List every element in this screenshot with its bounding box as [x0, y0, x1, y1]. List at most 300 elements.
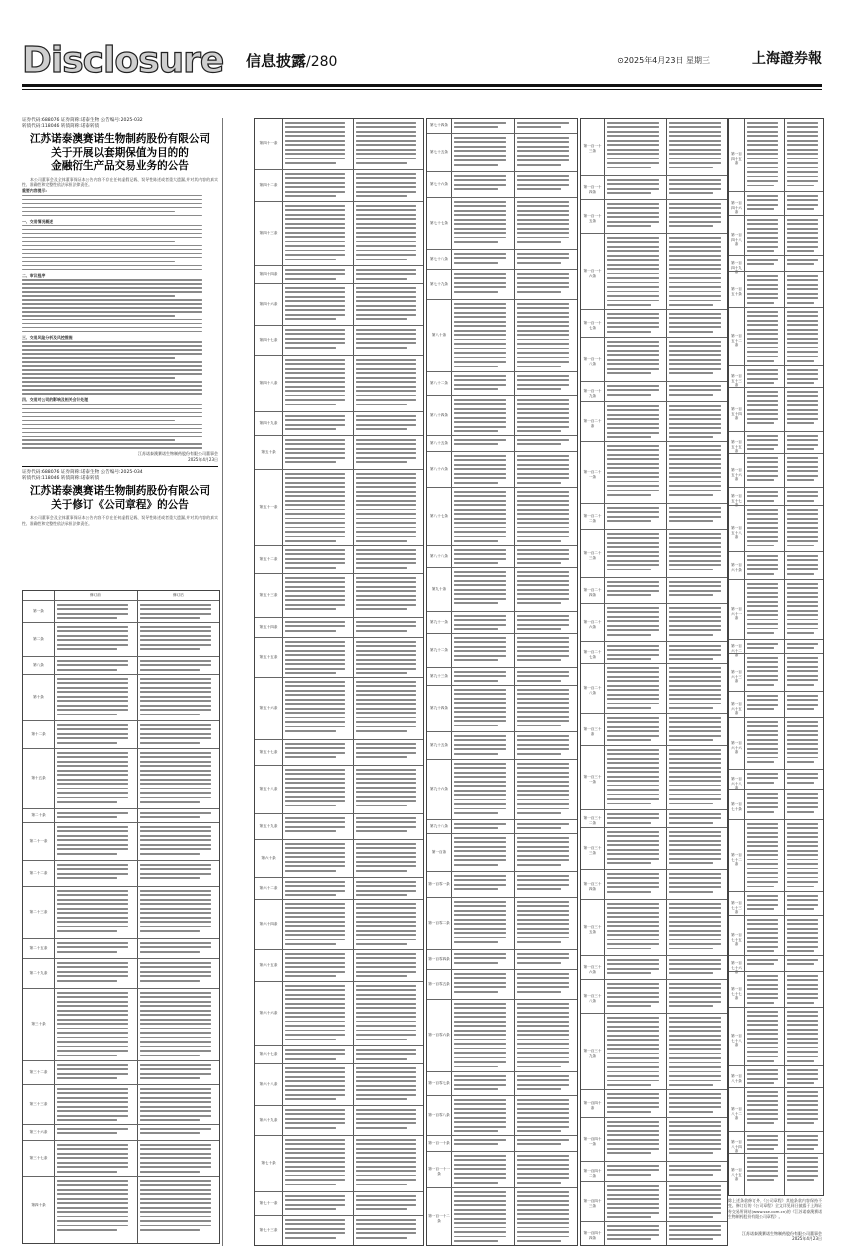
fine-print-line — [22, 233, 202, 234]
fine-print-line — [787, 391, 818, 393]
fine-print-line — [356, 477, 416, 479]
fine-print-line — [607, 511, 659, 513]
fine-print-line — [747, 1073, 778, 1075]
fine-print-line — [669, 1080, 721, 1082]
fine-print-line — [356, 769, 416, 771]
clause-after — [669, 341, 725, 381]
clause-after — [356, 1067, 421, 1105]
article-number: 第二十一条 — [29, 839, 48, 843]
fine-print-line — [454, 403, 506, 405]
clause-before — [285, 953, 350, 981]
fine-print-line — [285, 540, 336, 542]
fine-print-line — [517, 188, 561, 190]
fine-print-line — [285, 223, 345, 225]
fine-print-line — [787, 993, 818, 995]
amendment-table — [254, 118, 424, 1246]
fine-print-line — [669, 822, 713, 824]
fine-print-line — [747, 881, 778, 883]
fine-print-line — [669, 304, 713, 306]
fine-print-line — [285, 486, 345, 488]
fine-print-line — [517, 210, 569, 212]
fine-print-line — [285, 149, 345, 151]
article-number: 第五十五条 — [259, 655, 278, 659]
fine-print-line — [669, 891, 713, 893]
fine-print-line — [285, 439, 345, 441]
fine-print-line — [140, 691, 211, 693]
fine-print-line — [747, 360, 774, 362]
fine-print-line — [285, 342, 345, 344]
fine-print-line — [285, 907, 345, 909]
fine-print-line — [787, 333, 818, 335]
fine-print-line — [454, 977, 506, 979]
fine-print-line — [669, 730, 721, 732]
clause-before — [454, 763, 511, 819]
fine-print-line — [140, 678, 211, 680]
fine-print-line — [747, 223, 778, 225]
fine-print-line — [57, 835, 128, 837]
table-row — [729, 453, 823, 488]
fine-print-line — [356, 985, 416, 987]
fine-print-line — [285, 685, 345, 687]
fine-print-line — [140, 639, 211, 641]
fine-print-line — [285, 126, 345, 128]
fine-print-line — [669, 886, 721, 888]
fine-print-line — [517, 1182, 561, 1184]
table-row — [255, 877, 423, 900]
fine-print-line — [57, 930, 117, 932]
table-row — [255, 1191, 423, 1216]
table-row — [729, 551, 823, 580]
fine-print-line — [747, 208, 774, 210]
fine-print-line — [669, 771, 721, 773]
fine-print-line — [454, 303, 506, 305]
article-number: 第五十八条 — [259, 787, 278, 791]
fine-print-line — [57, 996, 128, 998]
clause-before — [747, 793, 781, 819]
fine-print-line — [517, 522, 569, 524]
fine-print-line — [356, 650, 416, 652]
newspaper-name: 上海證券報 — [752, 51, 822, 67]
article1-section-heading: 重要内容提示: — [22, 188, 47, 194]
fine-print-line — [669, 149, 721, 151]
fine-print-line — [140, 962, 211, 964]
fine-print-line — [285, 1223, 345, 1225]
fine-print-line — [356, 826, 416, 828]
fine-print-line — [787, 167, 818, 169]
clause-before — [607, 1017, 663, 1089]
fine-print-line — [22, 249, 202, 250]
fine-print-line — [607, 555, 659, 557]
fine-print-line — [517, 1075, 569, 1077]
fine-print-line — [285, 590, 345, 592]
fine-print-line — [454, 1191, 506, 1193]
table-row — [729, 505, 823, 552]
fine-print-line — [454, 491, 506, 493]
article-number: 第七十九条 — [430, 282, 448, 286]
fine-print-line — [607, 1001, 659, 1003]
fine-print-line — [140, 1225, 211, 1227]
fine-print-line — [140, 1001, 211, 1003]
fine-print-line — [57, 604, 128, 606]
fine-print-line — [285, 1098, 336, 1100]
clause-before — [57, 812, 134, 822]
fine-print-line — [517, 584, 569, 586]
fine-print-line — [140, 617, 200, 619]
fine-print-line — [140, 1028, 211, 1030]
fine-print-line — [356, 1195, 416, 1197]
fine-print-line — [517, 137, 569, 139]
fine-print-line — [356, 518, 416, 520]
fine-print-line — [517, 1222, 569, 1224]
fine-print-line — [22, 389, 202, 390]
fine-print-line — [140, 917, 211, 919]
clause-before — [747, 555, 781, 579]
fine-print-line — [747, 908, 774, 910]
clause-before — [454, 973, 511, 999]
fine-print-line — [140, 644, 211, 646]
fine-print-line — [517, 509, 569, 511]
fine-print-line — [140, 1180, 211, 1182]
fine-print-line — [140, 1088, 211, 1090]
clause-before — [285, 1139, 350, 1191]
fine-print-line — [356, 1007, 416, 1009]
fine-print-line — [669, 767, 721, 769]
clause-after — [517, 1155, 574, 1187]
fine-print-line — [787, 699, 818, 701]
fine-print-line — [607, 649, 659, 651]
fine-print-line — [285, 890, 345, 892]
table-row — [581, 1013, 727, 1090]
fine-print-line — [285, 791, 345, 793]
fine-print-line — [747, 863, 778, 865]
fine-print-line — [22, 207, 202, 208]
fine-print-line — [57, 971, 128, 973]
fine-print-line — [669, 481, 721, 483]
fine-print-line — [517, 823, 569, 825]
fine-print-line — [787, 1157, 818, 1159]
fine-print-line — [57, 1077, 117, 1079]
fine-print-line — [669, 594, 713, 596]
fine-print-line — [669, 476, 721, 478]
fine-print-line — [356, 214, 416, 216]
fine-print-line — [22, 365, 202, 366]
table-row — [729, 579, 823, 640]
fine-print-line — [669, 331, 713, 333]
fine-print-line — [747, 761, 774, 763]
fine-print-line — [356, 182, 416, 184]
fine-print-line — [747, 461, 778, 463]
article-number: 第一百三十四条 — [583, 882, 602, 891]
fine-print-line — [356, 1232, 416, 1234]
clause-after — [787, 1069, 821, 1087]
fine-print-line — [57, 1005, 128, 1007]
fine-print-line — [454, 430, 498, 432]
fine-print-line — [669, 551, 721, 553]
fine-print-line — [747, 841, 778, 843]
fine-print-line — [57, 756, 128, 758]
clause-after — [517, 1075, 574, 1095]
fine-print-line — [356, 577, 416, 579]
clause-after — [517, 491, 574, 545]
fine-print-line — [22, 345, 202, 346]
fine-print-line — [787, 144, 818, 146]
fine-print-line — [57, 1128, 128, 1130]
fine-print-line — [747, 333, 778, 335]
article-number: 第二十条 — [31, 813, 46, 817]
article-number: 第一百三十三条 — [583, 846, 602, 855]
fine-print-line — [140, 971, 211, 973]
fine-print-line — [517, 1030, 569, 1032]
table-row — [729, 691, 823, 718]
fine-print-line — [607, 131, 659, 133]
fine-print-line — [285, 390, 345, 392]
fine-print-line — [607, 840, 659, 842]
fine-print-line — [22, 195, 202, 196]
fine-print-line — [285, 309, 345, 311]
fine-print-line — [669, 590, 721, 592]
fine-print-line — [669, 1174, 713, 1176]
clause-after — [669, 1225, 725, 1245]
fine-print-line — [517, 841, 569, 843]
fine-print-line — [285, 457, 345, 459]
fine-print-line — [747, 670, 778, 672]
fine-print-line — [356, 1071, 416, 1073]
fine-print-line — [669, 122, 721, 124]
fine-print-line — [669, 216, 721, 218]
fine-print-line — [787, 311, 818, 313]
fine-print-line — [787, 475, 818, 477]
table-row — [427, 545, 577, 568]
fine-print-line — [747, 1113, 778, 1115]
fine-print-line — [454, 735, 506, 737]
fine-print-line — [669, 449, 721, 451]
fine-print-line — [140, 890, 211, 892]
fine-print-line — [669, 1001, 721, 1003]
fine-print-line — [454, 241, 498, 243]
fine-print-line — [517, 399, 569, 401]
fine-print-line — [607, 817, 659, 819]
fine-print-line — [607, 594, 651, 596]
article1-title: 江苏诺泰澳赛诺生物制药股份有限公司 关于开展以套期保值为目的的 金融衍生产品交易业务的公告 — [29, 133, 211, 172]
fine-print-line — [57, 873, 128, 875]
fine-print-line — [669, 1048, 721, 1050]
fine-print-line — [747, 904, 778, 906]
fine-print-line — [747, 422, 774, 424]
fine-print-line — [669, 685, 721, 687]
fine-print-line — [787, 979, 818, 981]
clause-after — [787, 657, 821, 691]
fine-print-line — [140, 608, 211, 610]
table-row — [255, 813, 423, 840]
fine-print-line — [747, 1166, 778, 1168]
fine-print-line — [669, 259, 721, 261]
fine-print-line — [747, 988, 778, 990]
article-number: 第六十六条 — [259, 1011, 278, 1015]
fine-print-line — [140, 1115, 211, 1117]
fine-print-line — [517, 725, 561, 727]
fine-print-line — [607, 1194, 659, 1196]
fine-print-line — [57, 1097, 128, 1099]
fine-print-line — [669, 432, 721, 434]
fine-print-line — [787, 1144, 818, 1146]
clause-after — [787, 643, 821, 653]
fine-print-line — [356, 703, 416, 705]
fine-print-line — [57, 962, 128, 964]
fine-print-line — [747, 1060, 774, 1062]
fine-print-line — [22, 203, 202, 204]
fine-print-line — [607, 389, 659, 391]
article-number: 第一百零七条 — [428, 1081, 450, 1085]
fine-print-line — [669, 225, 713, 227]
clause-after — [140, 942, 217, 958]
fine-print-line — [787, 1011, 818, 1013]
fine-print-line — [285, 796, 345, 798]
fine-print-line — [607, 140, 659, 142]
fine-print-line — [454, 379, 506, 381]
article-number: 第一百三十八条 — [583, 994, 602, 1003]
fine-print-line — [607, 654, 659, 656]
fine-print-line — [454, 650, 506, 652]
fine-print-line — [454, 468, 506, 470]
fine-print-line — [57, 1180, 128, 1182]
fine-print-line — [517, 602, 561, 604]
fine-print-line — [356, 805, 407, 807]
fine-print-line — [669, 1148, 721, 1150]
fine-print-line — [356, 368, 416, 370]
fine-print-line — [669, 934, 721, 936]
fine-print-line — [669, 1229, 721, 1231]
fine-print-line — [669, 389, 721, 391]
fine-print-line — [747, 228, 778, 230]
fine-print-line — [747, 338, 778, 340]
fine-print-line — [454, 598, 506, 600]
fine-print-line — [669, 533, 721, 535]
fine-print-line — [454, 982, 506, 984]
fine-print-line — [57, 1162, 128, 1164]
fine-print-line — [607, 634, 651, 636]
fine-print-line — [747, 140, 778, 142]
clause-before — [747, 773, 781, 789]
clause-before — [285, 843, 350, 877]
fine-print-line — [787, 448, 814, 450]
fine-print-line — [356, 1016, 416, 1018]
fine-print-line — [22, 404, 202, 405]
table-row — [581, 119, 727, 175]
clause-after — [356, 843, 421, 877]
table-row — [581, 979, 727, 1014]
fine-print-line — [517, 223, 569, 225]
fine-print-line — [356, 531, 416, 533]
fine-print-line — [356, 830, 407, 832]
fine-print-line — [787, 208, 814, 210]
fine-print-line — [787, 832, 818, 834]
fine-print-line — [517, 790, 569, 792]
article-number: 第四十条 — [31, 1203, 46, 1207]
table-row — [23, 938, 219, 959]
fine-print-line — [454, 859, 506, 861]
fine-print-line — [356, 1223, 416, 1225]
fine-print-line — [285, 1012, 345, 1014]
fine-print-line — [454, 1240, 498, 1242]
fine-print-line — [22, 412, 202, 413]
fine-print-line — [787, 899, 818, 901]
fine-print-line — [356, 861, 416, 863]
fine-print-line — [787, 509, 818, 511]
fine-print-line — [454, 277, 506, 279]
fine-print-line — [669, 1198, 721, 1200]
fine-print-line — [787, 1082, 814, 1084]
clause-after — [356, 681, 421, 739]
clause-after — [669, 533, 725, 577]
fine-print-line — [57, 1046, 128, 1048]
fine-print-line — [517, 1103, 569, 1105]
fine-print-line — [356, 540, 407, 542]
fine-print-line — [285, 925, 345, 927]
fine-print-line — [747, 185, 774, 187]
clause-after — [140, 1088, 217, 1124]
fine-print-line — [454, 785, 506, 787]
fine-print-line — [517, 982, 569, 984]
fine-print-line — [787, 288, 818, 290]
fine-print-line — [517, 464, 569, 466]
fine-print-line — [747, 284, 778, 286]
table-row — [729, 955, 823, 975]
clause-before — [607, 831, 663, 869]
fine-print-line — [454, 1126, 506, 1128]
table-row — [427, 119, 577, 133]
fine-print-line — [787, 378, 818, 380]
fine-print-line — [285, 1195, 345, 1197]
clause-after — [787, 583, 821, 639]
clause-before — [454, 837, 511, 871]
page-number: /280 — [306, 54, 338, 70]
fine-print-line — [747, 162, 778, 164]
fine-print-line — [607, 717, 659, 719]
fine-print-line — [669, 162, 721, 164]
fine-print-line — [747, 643, 778, 645]
fine-print-line — [607, 1152, 651, 1154]
table-row — [427, 1151, 577, 1188]
article-number: 第五十三条 — [259, 593, 278, 597]
table-row — [427, 269, 577, 300]
fine-print-line — [607, 1174, 651, 1176]
fine-print-line — [285, 250, 345, 252]
fine-print-line — [787, 568, 818, 570]
fine-print-line — [356, 419, 416, 421]
clause-after — [669, 667, 725, 713]
fine-print-line — [57, 664, 128, 666]
fine-print-line — [787, 592, 818, 594]
fine-print-line — [787, 647, 814, 649]
fine-print-line — [669, 658, 713, 660]
fine-print-line — [747, 1029, 778, 1031]
article-number: 第七十条 — [261, 1161, 276, 1165]
fine-print-line — [747, 997, 778, 999]
fine-print-line — [747, 628, 778, 630]
fine-print-line — [787, 797, 818, 799]
fine-print-line — [607, 1093, 659, 1095]
fine-print-line — [669, 246, 721, 248]
fine-print-line — [607, 616, 659, 618]
fine-print-line — [356, 962, 416, 964]
fine-print-line — [285, 743, 345, 745]
fine-print-line — [285, 452, 345, 454]
fine-print-line — [787, 1056, 818, 1058]
article-number: 第一百三十九条 — [583, 1049, 602, 1058]
fine-print-line — [747, 868, 778, 870]
article-number: 第十条 — [33, 695, 44, 699]
fine-print-line — [22, 323, 202, 324]
